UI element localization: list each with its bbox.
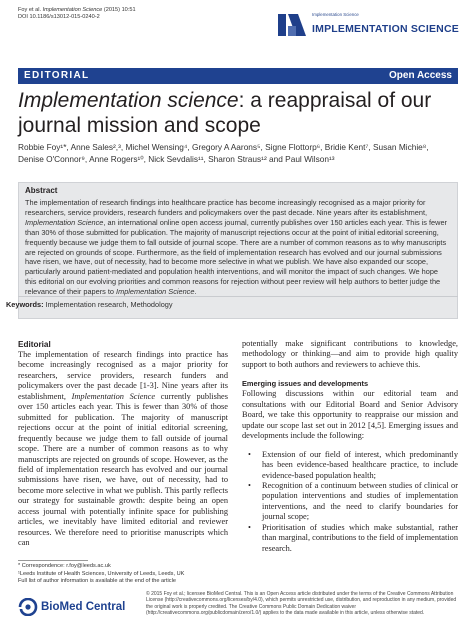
author-list: Robbie Foy¹*, Anne Sales²,³, Michel Wensing⁴, Gregory A Aarons⁵, Signe Flottorp⁶, Bridie Kent⁷, Susan Michie⁸, Denise O'Connor⁹, Anne Rogers¹⁰, Nick Sevdalis¹¹, Sharon Straus¹² and Paul Wilson¹³ [18, 142, 429, 164]
citation-line [18, 7, 136, 14]
list-item: • Prioritisation of studies which make substantial, rather than marginal, contributions to the field of implementation research. [242, 523, 458, 554]
spacer [242, 370, 458, 378]
list-item: • Recognition of a continuum between studies of clinical or population interventions and studies of implementation interventions, and the need to clarify boundaries for journal scope; [242, 481, 458, 523]
citation-journal: Implementation Science [42, 7, 103, 13]
doi[interactable]: DOI 10.1186/s13012-015-0240-2 [18, 14, 100, 21]
citation-authors: Foy et al. [18, 7, 42, 13]
title-italic-part: Implementation science [18, 89, 239, 112]
abstract-text-part: The implementation of research findings into healthcare practice has become increasingly recognised as a major priority for researchers, service providers, research funders and policymakers over the past decade. Nine years after its establishment, [25, 198, 428, 217]
abstract-journal-name: Implementation Science [25, 217, 104, 227]
citation-header [18, 7, 136, 21]
title-rest: : a reappraisal of our journal mission and scope [18, 89, 432, 137]
citation-year-page: (2015) 10:51 [103, 7, 136, 13]
footnotes [18, 563, 228, 586]
abstract-heading: Abstract [25, 186, 58, 195]
left-column [18, 339, 228, 549]
spacer [242, 442, 458, 450]
right-column [242, 339, 458, 554]
editorial-paragraph [18, 350, 228, 549]
journal-name-inline: Implementation Science [71, 391, 156, 401]
abstract-text [25, 198, 451, 297]
list-item: • Extension of our field of interest, which predominantly has been evidence-based healthcare practice, to include evidence-based population health; [242, 450, 458, 481]
article-type-bar [18, 68, 458, 84]
journal-logo-text: IMPLEMENTATION SCIENCE [312, 23, 459, 35]
keywords-label: Keywords: [6, 300, 44, 309]
footnote-divider [18, 560, 88, 561]
biomed-central-icon [18, 598, 38, 616]
correspondence[interactable]: * Correspondence: r.foy@leeds.ac.uk [18, 563, 111, 569]
subsection-heading: Emerging issues and developments [242, 379, 369, 389]
keywords-divider [18, 296, 458, 297]
paragraph-emerging-issues: Following discussions within our editorial team and consultations with our Editorial Board and Senior Advisory Board, we take this opportunity to reappraise our mission and update our scope last set out in 2012 [4,5]. Emerging issues and developments include the following: [242, 389, 458, 441]
license-text: © 2015 Foy et al.; licensee BioMed Central. This is an Open Access article distributed under the terms of the Creative Commons Attribution License (http://creativecommons.org/licenses/by/4.0), which permits unrestricted use, distribution, and reproduction in any medium, provided the original work is properly credited. The Creative Commons Public Domain Dedication waiver (http://creativecommons.org/publicdomain/zero/1.0/) applies to the data made available in this article, unless otherwise stated. [146, 591, 457, 616]
journal-logo-small-text: Implementation Science [312, 12, 359, 17]
journal-logo [278, 8, 458, 44]
publisher-logo [18, 596, 138, 618]
abstract-text-part: . [194, 287, 197, 297]
keywords [6, 300, 173, 309]
article-title [18, 89, 458, 138]
abstract-box [18, 182, 458, 319]
article-type-label: EDITORIAL [24, 70, 90, 81]
paragraph-continuation: potentially make significant contributions to knowledge, methodology or thinking—and aim to provide high quality support to both authors and reviewers to achieve this. [242, 339, 458, 369]
open-access-label: Open Access [389, 70, 452, 81]
keywords-value: Implementation research, Methodology [45, 300, 173, 309]
section-heading-editorial: Editorial [18, 340, 51, 349]
paragraph-text: The implementation of research findings into practice has become increasingly recognised as a major priority for researchers, service providers, research funders and policymakers over the past decade [1-3]. Nine years after its establishment, [18, 350, 228, 401]
journal-logo-icon [278, 10, 308, 38]
publisher-name: BioMed Central [41, 601, 126, 613]
abstract-text-part: , an international online open access journal, currently publishes over 150 articles each year. This is fewer than 30% of those submitted for publication. The majority of manuscript rejections occur at the point of initial editorial screening, frequently because we judge them to fall outside of journal scope. There are a number of common reasons as to why manuscripts are rejected on grounds of scope. Furthermore, as the field of implementation research has evolved and our journal submissions have risen, we have, out of necessity, had to become more selective in what we publish. We have also expanded our scope, particularly around patient-mediated and population health interventions, and will monitor the impact of such changes. We hope this editorial on our evolving priorities and common reasons for rejection without peer review will help authors to better judge the relevance of their papers to [25, 217, 447, 297]
paragraph-text: currently publishes over 150 articles each year. This is fewer than 30% of those submitted for publication. The majority of manuscript rejections occur at the point of initial editorial screening, frequently because we judge them to fall outside of journal scope. There are a number of common reasons as to why manuscripts are rejected on grounds of scope. However, as the field of implementation research has evolved and our journal submissions have risen, we have, out of necessity, had to become more selective in what we publish. This partly reflects our strategy for sustainable growth: despite being an open access journal with potentially infinite space for publishing articles, we inevitably have limited editorial and reviewer resources. We therefore need to prioritise manuscripts which can [18, 391, 228, 548]
author-info-note: Full list of author information is available at the end of the article [18, 578, 176, 585]
affiliation: ¹Leeds Institute of Health Sciences, University of Leeds, Leeds, UK [18, 570, 185, 577]
abstract-journal-name: Implementation Science [116, 287, 195, 297]
